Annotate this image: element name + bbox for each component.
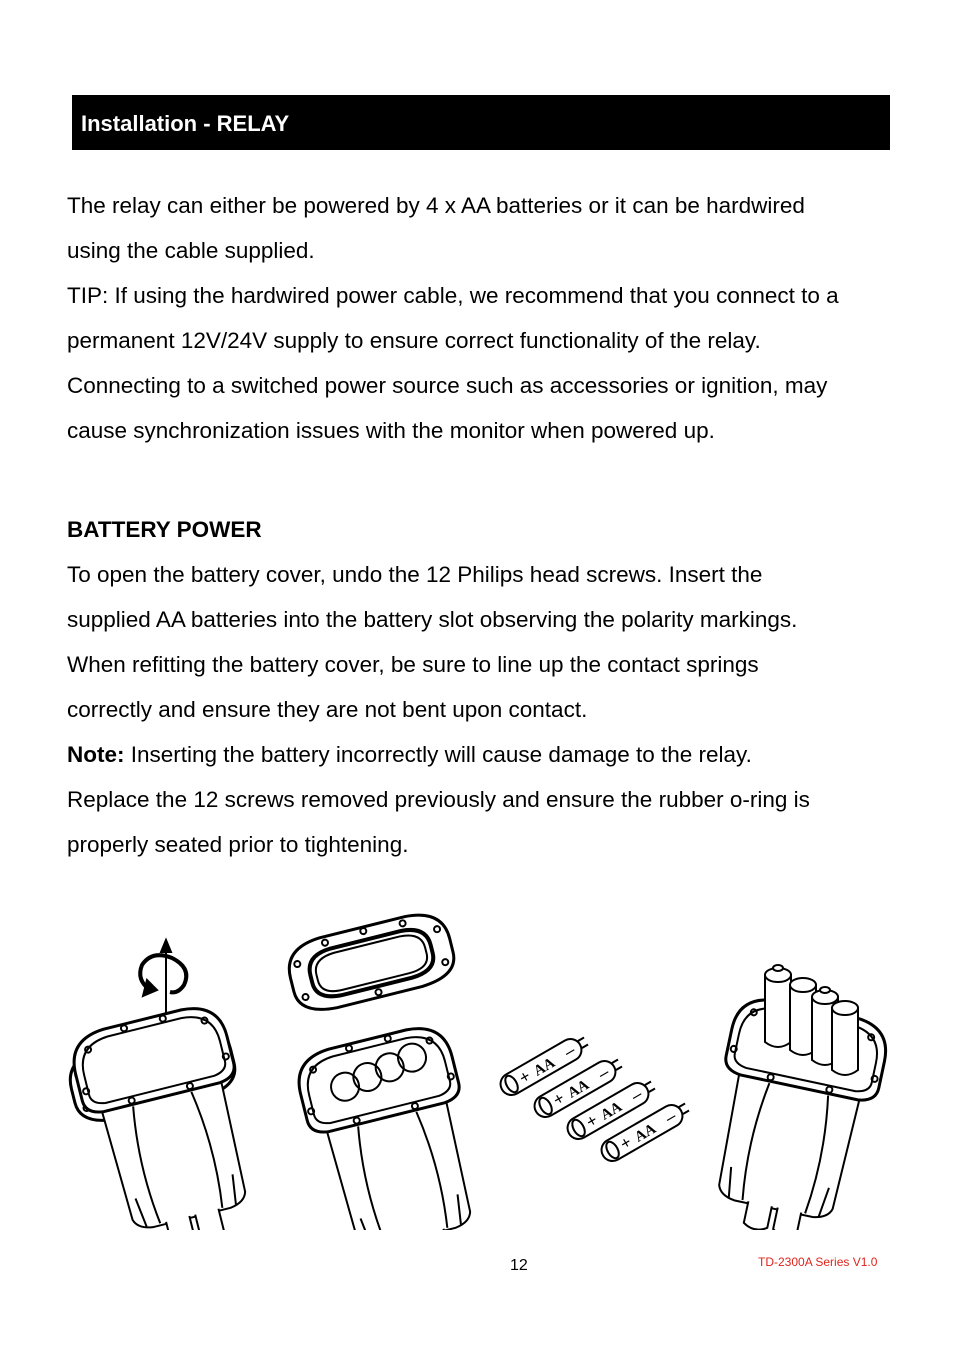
text-line: properly seated prior to tightening. [67,832,409,857]
note-line [67,732,937,777]
battery-plus: + [616,1132,635,1154]
note-label: Note: [67,742,125,767]
intro-paragraph [67,183,937,453]
battery-label: AA [598,1098,625,1124]
page-number: 12 [510,1257,528,1274]
text-line: cause synchronization issues with the monitor when powered up. [67,418,715,443]
battery-minus: – [627,1084,646,1106]
battery-minus: – [560,1040,579,1062]
relay-installation-illustration [0,900,954,1230]
battery-label: AA [565,1076,592,1102]
battery-plus: + [515,1066,534,1088]
battery-label: AA [531,1054,558,1080]
text-line: correctly and ensure they are not bent upon contact. [67,697,588,722]
text-line: The relay can either be powered by 4 x AA batteries or it can be hardwired [67,193,805,218]
text-line: When refitting the battery cover, be sure to line up the contact springs [67,652,759,677]
section-title: Installation - RELAY [81,111,290,136]
text-line: Connecting to a switched power source such as accessories or ignition, may [67,373,828,398]
battery-minus: – [661,1106,680,1128]
battery-plus: + [549,1088,568,1110]
text-line: supplied AA batteries into the battery slot observing the polarity markings. [67,607,798,632]
text-line: To open the battery cover, undo the 12 Philips head screws. Insert the [67,562,763,587]
battery-insertion-figure [692,965,892,1230]
aa-batteries-figure [497,1031,693,1165]
battery-section [67,507,937,867]
battery-heading: BATTERY POWER [67,517,262,542]
battery-label: AA [632,1120,659,1146]
text-line: Replace the 12 screws removed previously and ensure the rubber o-ring is [67,787,810,812]
battery-plus: + [582,1110,601,1132]
note-text: Inserting the battery incorrectly will cause damage to the relay. [124,742,752,767]
text-line: permanent 12V/24V supply to ensure correct functionality of the relay. [67,328,761,353]
section-header [72,95,890,150]
text-line: using the cable supplied. [67,238,315,263]
document-version: TD-2300A Series V1.0 [758,1255,878,1269]
closed-relay-figure [64,940,274,1230]
battery-minus: – [594,1062,613,1084]
text-line: TIP: If using the hardwired power cable, we recommend that you connect to a [67,283,839,308]
open-relay-figure [283,907,499,1230]
